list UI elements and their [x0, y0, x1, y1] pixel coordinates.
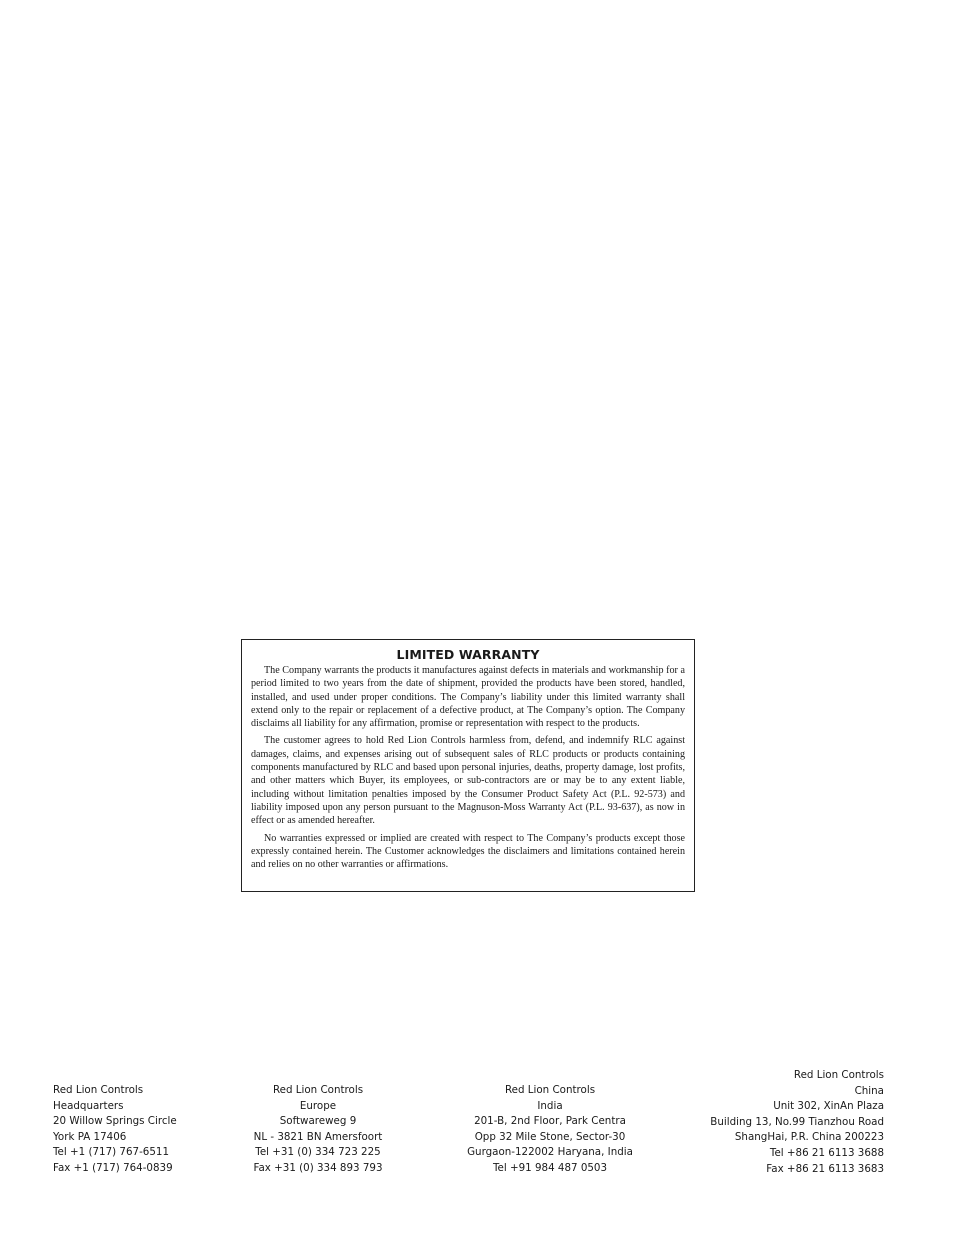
- address-line: Unit 302, XinAn Plaza: [773, 1100, 884, 1113]
- address-line: Europe: [299, 1099, 337, 1112]
- address-line: Building 13, No.99 Tianzhou Road: [710, 1115, 884, 1128]
- address-india: [464, 1083, 636, 1177]
- address-line: NL - 3821 BN Amersfoort: [253, 1130, 383, 1143]
- address-line: Fax +31 (0) 334 893 793: [253, 1161, 383, 1174]
- address-line: Gurgaon-122002 Haryana, India: [467, 1146, 633, 1159]
- address-line: 20 Willow Springs Circle: [53, 1115, 177, 1128]
- address-line: India: [537, 1099, 563, 1112]
- address-line: Tel +86 21 6113 3688: [769, 1146, 884, 1159]
- address-line: Fax +1 (717) 764-0839: [53, 1161, 173, 1174]
- address-line: Red Lion Controls: [504, 1084, 596, 1096]
- address-line: China: [854, 1084, 884, 1097]
- address-line: 201-B, 2nd Floor, Park Centra: [474, 1115, 626, 1128]
- address-line: Tel +1 (717) 767-6511: [53, 1146, 169, 1159]
- limited-warranty-box: [241, 639, 695, 892]
- warranty-paragraph-1: The Company warrants the products it manufactures against defects in materials and workmanship for a period limited to two years from the date of shipment, provided the products have been stored, handled, installed, and used under proper conditions. The Company’s liability under this limited warranty shall extend only to the repair or replacement of a defective product, at The Company’s option. The Company disclaims all liability for any affirmation, promise or representation with respect to the products.: [251, 665, 685, 730]
- address-headquarters: [53, 1083, 177, 1177]
- address-line: Opp 32 Mile Stone, Sector-30: [474, 1130, 626, 1143]
- warranty-paragraph-2: The customer agrees to hold Red Lion Controls harmless from, defend, and indemnify RLC against damages, claims, and expenses arising out of subsequent sales of RLC products or products containing components manufactured by RLC and based upon personal injuries, deaths, property damage, lost profits, and other matters which Buyer, its employees, or sub-contractors are or may be to any extent liable, including without limitation penalties imposed by the Consumer Product Safety Act (P.L. 92-573) and liability imposed upon any person pursuant to the Magnuson-Moss Warranty Act (P.L. 93-637), as now in effect or as amended hereafter.: [251, 735, 685, 827]
- address-line: Red Lion Controls: [53, 1084, 144, 1096]
- address-line: Softwareweg 9: [279, 1115, 357, 1128]
- address-line: Headquarters: [53, 1099, 124, 1112]
- address-line: Fax +86 21 6113 3683: [766, 1162, 884, 1175]
- address-line: Tel +31 (0) 334 723 225: [255, 1146, 381, 1159]
- warranty-paragraph-3: No warranties expressed or implied are created with respect to The Company’s products except those expressly contained herein. The Customer acknowledges the disclaimers and limitations contained herein and relies on no other warranties or affirmations.: [251, 832, 685, 871]
- address-line: Tel +91 984 487 0503: [492, 1161, 608, 1174]
- address-line: Red Lion Controls: [272, 1084, 364, 1096]
- address-line: Red Lion Controls: [793, 1069, 884, 1081]
- address-europe: [248, 1083, 388, 1177]
- address-line: York PA 17406: [53, 1130, 127, 1143]
- address-china: [710, 1068, 884, 1177]
- warranty-title: LIMITED WARRANTY: [396, 647, 540, 662]
- address-line: ShangHai, P.R. China 200223: [734, 1131, 884, 1144]
